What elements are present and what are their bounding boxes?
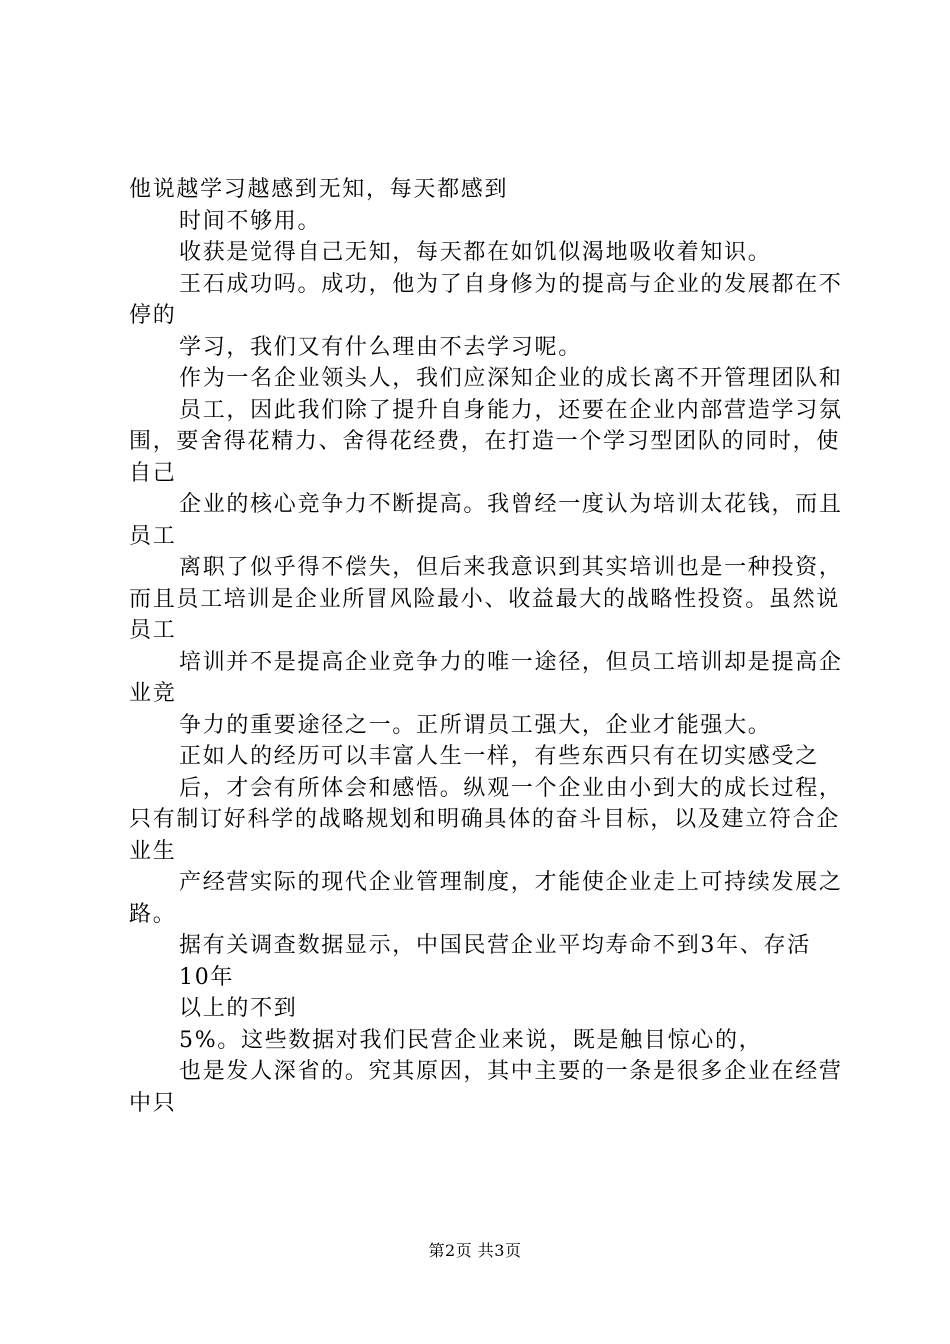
paragraph: 5%。这些数据对我们民营企业来说，既是触目惊心的，	[179, 1027, 763, 1053]
paragraph: 争力的重要途径之一。正所谓员工强大，企业才能强大。	[179, 712, 772, 738]
body-text	[129, 174, 849, 1119]
paragraph: 王石成功吗。成功，他为了自身修为的提高与企业的发展都在不停的	[129, 271, 843, 328]
paragraph: 时间不够用。	[179, 208, 322, 234]
paragraph: 他说越学习越感到无知，每天都感到	[129, 177, 509, 202]
paragraph: 员工，因此我们除了提升自身能力，还要在企业内部营造学习氛围，要舍得花精力、舍得花经费，在打造一个学习型团队的同时，使自己	[129, 397, 843, 486]
paragraph: 收获是觉得自己无知，每天都在如饥似渴地吸收着知识。	[179, 240, 772, 265]
paragraph: 学习，我们又有什么理由不去学习呢。	[179, 334, 582, 360]
paragraph: 离职了似乎得不偿失，但后来我意识到其实培训也是一种投资，而且员工培训是企业所冒风险最小、收益最大的战略性投资。虽然说员工	[129, 555, 843, 643]
paragraph: 也是发人深省的。究其原因，其中主要的一条是很多企业在经营中只	[129, 1059, 843, 1116]
paragraph: 培训并不是提高企业竞争力的唯一途径，但员工培训却是提高企业竞	[129, 649, 843, 706]
page-number-footer: 第2页 共3页	[428, 1241, 522, 1260]
paragraph: 以上的不到	[179, 996, 298, 1021]
paragraph: 据有关调查数据显示，中国民营企业平均寿命不到3年、存活	[179, 933, 811, 958]
paragraph: 10年	[179, 964, 235, 990]
paragraph: 产经营实际的现代企业管理制度，才能使企业走上可持续发展之路。	[129, 870, 843, 927]
paragraph: 作为一名企业领头人，我们应深知企业的成长离不开管理团队和	[179, 366, 843, 391]
paragraph: 正如人的经历可以丰富人生一样，有些东西只有在切实感受之	[179, 744, 819, 769]
paragraph: 企业的核心竞争力不断提高。我曾经一度认为培训太花钱，而且员工	[129, 492, 843, 549]
paragraph: 后，才会有所体会和感悟。纵观一个企业由小到大的成长过程，只有制订好科学的战略规划和明确具体的奋斗目标，以及建立符合企业生	[129, 775, 843, 864]
